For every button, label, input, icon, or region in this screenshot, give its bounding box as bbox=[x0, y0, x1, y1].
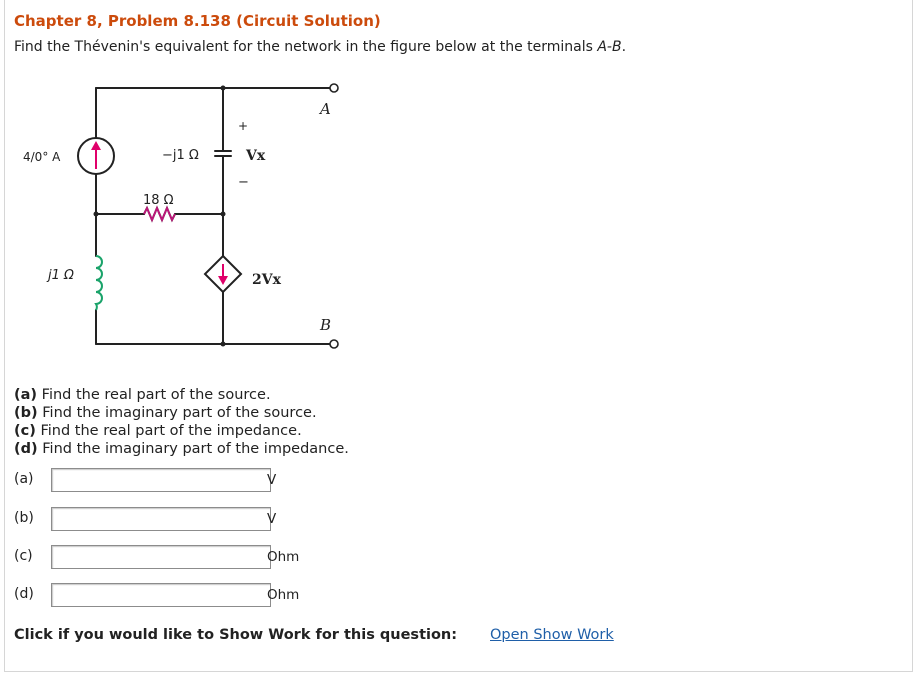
question-prompt bbox=[14, 39, 626, 55]
show-work-prompt: Click if you would like to Show Work for this question: bbox=[14, 627, 458, 643]
answer-a-label: (a) bbox=[14, 471, 34, 487]
dep-source-label: 2Vx bbox=[252, 272, 281, 288]
terminal-a-label: A bbox=[320, 100, 331, 118]
part-b-text: Find the imaginary part of the source. bbox=[37, 405, 317, 421]
part-b bbox=[14, 404, 349, 422]
part-a-text: Find the real part of the source. bbox=[37, 387, 271, 403]
part-d-text: Find the imaginary part of the impedance. bbox=[37, 441, 349, 457]
answer-b-unit: V bbox=[267, 511, 277, 527]
answer-c-label: (c) bbox=[14, 548, 33, 564]
question-title: Chapter 8, Problem 8.138 (Circuit Solution) bbox=[14, 12, 381, 30]
part-a bbox=[14, 386, 349, 404]
part-c bbox=[14, 422, 349, 440]
prompt-text-end: . bbox=[621, 39, 627, 55]
part-b-tag: (b) bbox=[14, 405, 38, 421]
capacitor-label: −j1 Ω bbox=[162, 148, 199, 163]
prompt-terminals: A-B bbox=[597, 39, 622, 55]
part-c-tag: (c) bbox=[14, 423, 36, 439]
answer-c-unit: Ohm bbox=[267, 549, 300, 565]
answer-a-unit: V bbox=[267, 472, 277, 488]
source-label: 4/0° A bbox=[23, 150, 61, 164]
circuit-figure bbox=[12, 74, 368, 364]
vx-minus: − bbox=[238, 175, 249, 190]
prompt-text-start: Find the Thévenin's equivalent for the network in the figure below at the terminals bbox=[14, 39, 598, 55]
open-show-work-link[interactable]: Open Show Work bbox=[490, 627, 614, 643]
part-d-tag: (d) bbox=[14, 441, 38, 457]
part-c-text: Find the real part of the impedance. bbox=[35, 423, 302, 439]
answer-b-input[interactable] bbox=[51, 507, 271, 531]
answer-d-input[interactable] bbox=[51, 583, 271, 607]
inductor-label: j1 Ω bbox=[48, 268, 74, 283]
vx-plus: + bbox=[238, 119, 249, 133]
vx-label: Vx bbox=[246, 148, 266, 164]
part-a-tag: (a) bbox=[14, 387, 38, 403]
resistor-label: 18 Ω bbox=[143, 193, 174, 208]
answer-b-label: (b) bbox=[14, 510, 34, 526]
answer-d-label: (d) bbox=[14, 586, 34, 602]
question-parts bbox=[14, 386, 349, 458]
answer-a-input[interactable] bbox=[51, 468, 271, 492]
answer-c-input[interactable] bbox=[51, 545, 271, 569]
part-d bbox=[14, 440, 349, 458]
terminal-b-label: B bbox=[320, 316, 332, 334]
answer-d-unit: Ohm bbox=[267, 587, 300, 603]
